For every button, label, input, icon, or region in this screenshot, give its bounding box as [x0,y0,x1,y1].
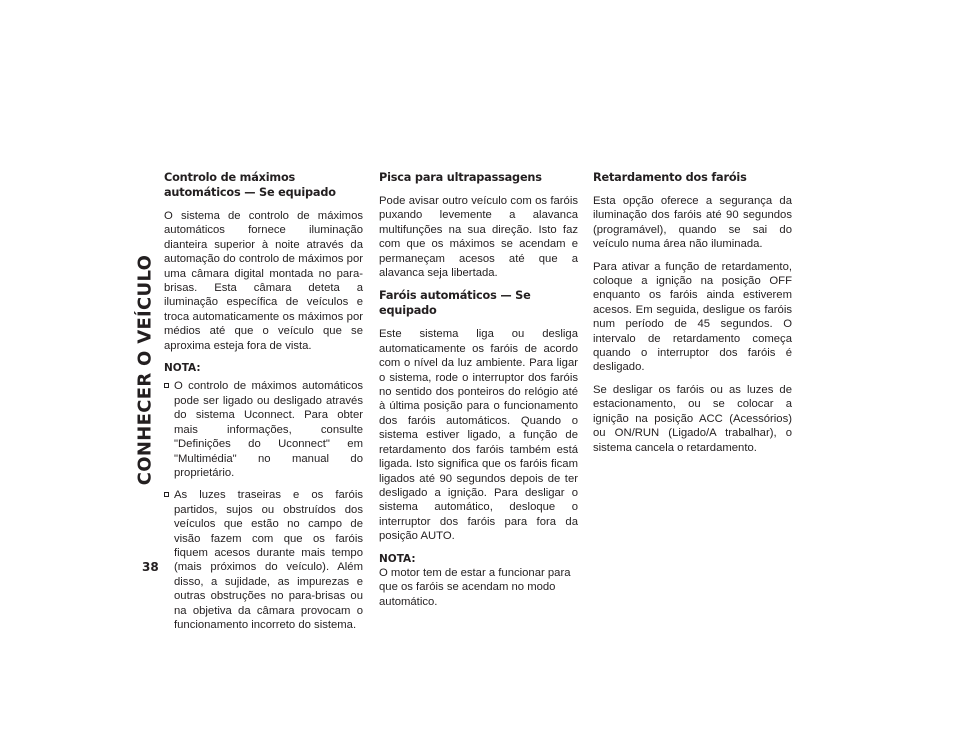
paragraph-headlight-delay-1: Esta opção oferece a segurança da iluminação dos faróis até 90 segundos (programável), quando se sai do veículo numa área não iluminada. [593,195,792,251]
paragraph-auto-headlights: Este sistema liga ou desliga automaticamente os faróis de acordo com o nível da luz ambiente. Para ligar o sistema, rode o interruptor dos faróis no sentido dos ponteiros do relógio até à última posição para o funcionamento dos faróis automáticos. Quando o sistema estiver ligado, a função de retardamento dos faróis também está ligada. Isto significa que os faróis ficam ligados até 90 segundos depois de ter desligado a ignição. Para desligar o sistema automático, desloque o interruptor dos faróis para fora da posição AUTO. [379,328,578,543]
note-label: NOTA: [164,362,201,375]
note-label: NOTA: [379,552,416,565]
paragraph-headlight-delay-2: Para ativar a função de retardamento, coloque a ignição na posição OFF enquanto os faróis ainda estiverem acesos. Em seguida, desligue os faróis num período de 45 segundos. O intervalo de retardamento começa quando o interruptor dos faróis é desligado. [593,260,792,374]
column-1 [164,170,363,640]
column-2 [379,170,578,617]
bullet-text: O controlo de máximos automáticos pode ser ligado ou desligado através do sistema Uconnect. Para obter mais informações, consulte "Definições do Uconnect" em "Multimédia" no manual do proprietário. [174,380,363,479]
paragraph-auto-high-beam: O sistema de controlo de máximos automáticos fornece iluminação dianteira superior à noite através da automação do controlo de máximos por uma câmara digital montada no para-brisas. Esta câmara deteta a iluminação específica de veículos e troca automaticamente os máximos por médios até que o veículo que se aproxima esteja fora de vista. [164,210,363,352]
paragraph-headlight-delay-3: Se desligar os faróis ou as luzes de estacionamento, ou se colocar a ignição na posição ACC (Acessórios) ou ON/RUN (Ligado/A trabalhar), o sistema cancela o retardamento. [593,383,792,454]
paragraph-flash-to-pass: Pode avisar outro veículo com os faróis puxando levemente a alavanca multifunções na sua direção. Isto faz com que os máximos se acendam e permaneçam acesos até que a alavanca seja libertada. [379,195,578,280]
bullet-item [164,488,363,632]
bullet-text: As luzes traseiras e os faróis partidos, sujos ou obstruídos dos veículos que estão no campo de visão fazem com que os faróis fiquem acesos durante mais tempo (mais próximos do veículo). Além disso, a sujidade, as impurezas e outras obstruções no para-brisas ou na objetiva da câmara provocam o funcionamento incorreto do sistema. [174,489,363,631]
column-3 [593,170,792,463]
note-bullet-list [164,379,363,632]
section-title: CONHECER O VEÍCULO [134,254,156,486]
square-bullet-icon [164,492,169,497]
heading-auto-headlights: Faróis automáticos — Se equipado [379,289,531,318]
page-number: 38 [142,560,159,574]
heading-auto-high-beam: Controlo de máximos automáticos — Se equipado [164,171,336,199]
heading-flash-to-pass: Pisca para ultrapassagens [379,171,542,184]
section-side-tab [130,165,160,575]
note-text: O motor tem de estar a funcionar para que os faróis se acendam no modo automático. [379,566,571,608]
heading-headlight-delay: Retardamento dos faróis [593,171,747,184]
bullet-item [164,379,363,480]
square-bullet-icon [164,383,169,388]
